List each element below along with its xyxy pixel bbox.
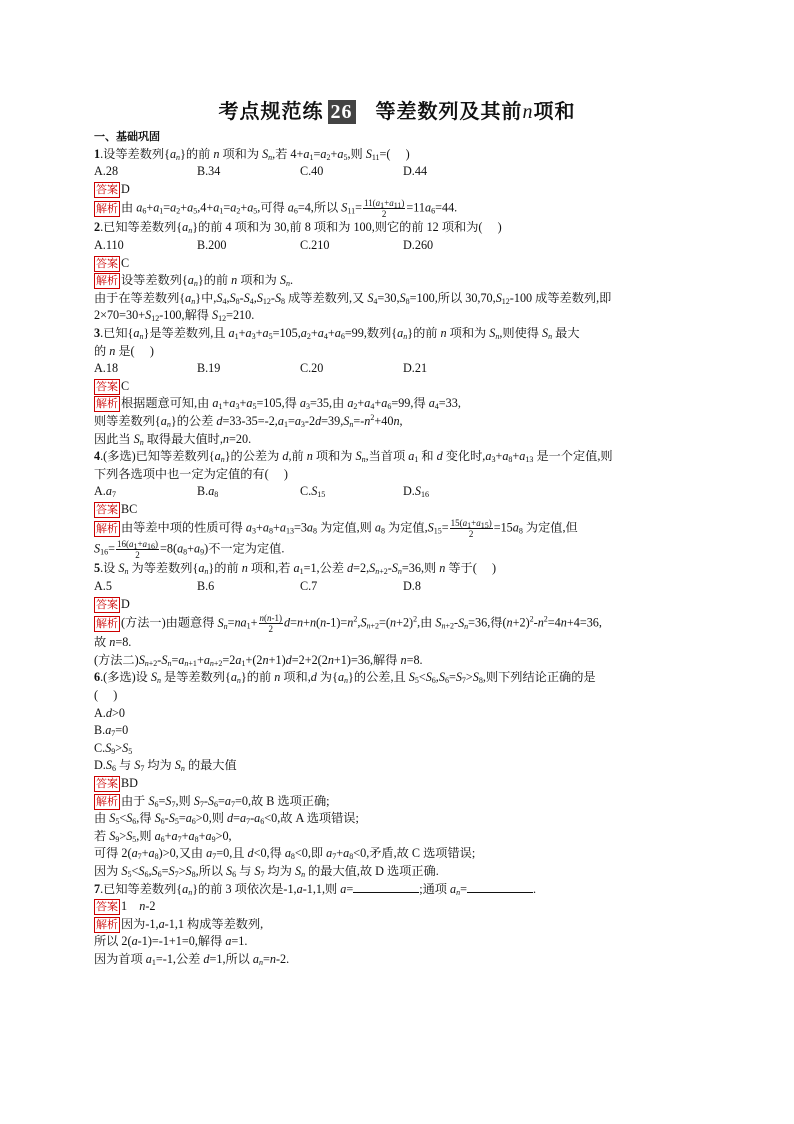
option: D.21 <box>403 361 428 376</box>
title-left: 考点规范练 <box>218 99 324 123</box>
option: B.200 <box>197 237 227 252</box>
analysis-6-line: 若 $S_9>S_5$,则 $a_6+a_7+a_8+a_9>0$, <box>94 828 232 844</box>
question-number: 4 <box>94 449 101 464</box>
answer-value: C <box>121 255 130 270</box>
option: $D.S_6$ 与 $S_7$ 均为 $S_n$ 的最大值 <box>94 758 237 774</box>
question-number: 3 <box>94 325 101 340</box>
answer-5 <box>94 596 714 614</box>
question-5-options <box>94 578 714 596</box>
analysis-6-line: 由 $S_5<S_6$,得 $S_6-S_5=a_6>0$,则 $d=a_7-a_6<0$,故 A 选项错误; <box>94 811 359 827</box>
answer-1 <box>94 181 714 199</box>
analysis-3: 解析 根据题意可知,由 $a_1+a_3+a_5=105$,得 $a_3=35$,由 $a_2+a_4+a_6=99$,得 $a_4=33$, <box>96 396 461 412</box>
option: C.7 <box>300 579 318 594</box>
section-heading: 一、基础巩固 <box>94 130 160 143</box>
option: B.6 <box>197 579 215 594</box>
analysis-tag: 解析 <box>96 274 118 288</box>
analysis-6-line: 可得 $2(a_7+a_8)>0$,又由 $a_7=0$,且 d<0,得 $a_8<0$,即 $a_7+a_8<0$,矛盾,故 C 选项错误; <box>94 846 476 862</box>
analysis-6: 解析 由于 $S_6=S_7$,则 $S_7-S_6=a_7=0$,故 B 选项正确; <box>96 793 330 809</box>
analysis-5-line: (方法二)$S_{n+2}-S_n=a_{n+1}+a_{n+2}=2a_1+(2n+1)d=2+2(2n+1)=36$,解得 n=8. <box>94 652 423 668</box>
fill-blank <box>467 892 533 893</box>
answer-2 <box>94 255 714 273</box>
analysis-3-line: 则等差数列$\{a_n\}$的公差 $d=33-35=-2,a_1=a_3-2d=39,S_n=-n^2+40n$, <box>94 412 403 429</box>
analysis-tag: 解析 <box>96 201 118 215</box>
title-gap <box>360 99 376 123</box>
question-number: 2 <box>94 220 101 235</box>
question-6-line: ( ) <box>94 688 118 703</box>
question-4: 4.(多选)已知等差数列$\{a_n\}$的公差为 d,前 n 项和为 $S_n$,当首项 $a_1$ 和 d 变化时$,a_3+a_8+a_{13}$ 是一个定值,则 <box>94 449 613 465</box>
answer-value: D <box>121 596 130 611</box>
question-number: 1 <box>94 146 101 161</box>
question-5: 5.设 $S_n$ 为等差数列$\{a_n\}$的前 n 项和,若 $a_1=1$,公差 $d=2,S_{n+2}-S_n=36$,则 n 等于( ) <box>94 561 497 577</box>
question-number: 7 <box>94 881 101 896</box>
analysis-3-line: 因此当 $S_n$ 取得最大值时,n=20. <box>94 431 252 447</box>
analysis-5: 解析 (方法一)由题意得 $S_n=na_1+$ $\frac{n(n-1)}{2}$ $d=n+n(n-1)=n^2,S_{n+2}=(n+2)^2$,由 $S_{n+2}-S_n=36$,得$(n+2)^2-n^2=4n+4=36$, <box>96 613 602 635</box>
analysis-4-line: $S_{16}=$ $\frac{16(a_1+a_{16})}{2}$ $=8(a_8+a_9)$不一定为定值. <box>94 539 285 561</box>
answer-tag: 答案 <box>96 777 118 790</box>
question-number: 5 <box>94 561 101 576</box>
option: A.5 <box>94 579 112 594</box>
analysis-tag: 解析 <box>96 917 118 931</box>
analysis-2: 解析 设等差数列$\{a_n\}$的前 n 项和为 $S_n$. <box>96 273 294 289</box>
answer-tag: 答案 <box>96 900 118 914</box>
answer-tag: 答案 <box>96 379 118 393</box>
analysis-tag: 解析 <box>96 616 118 630</box>
question-7: 7.已知等差数列$\{a_n\}$的前 3 项依次是-1,a-1,1,则 a= ;通项 $a_n=$ . <box>94 881 537 897</box>
option: A.28 <box>94 164 119 179</box>
analysis-7-line: 所以 2(a-1)=-1+1=0,解得 a=1. <box>94 934 248 949</box>
analysis-tag: 解析 <box>96 397 118 411</box>
title-n: n <box>522 101 534 123</box>
analysis-6-line: 因为 $S_5<S_6,S_6=S_7>S_8$,所以 $S_6$ 与 $S_7$ 均为 $S_n$ 的最大值,故 D 选项正确. <box>94 863 439 879</box>
answer-tag: 答案 <box>96 256 118 270</box>
option: $C.S_{15}$ <box>300 484 326 500</box>
answer-value: D <box>121 181 130 196</box>
option: A.18 <box>94 361 119 376</box>
answer-value: 1 n-2 <box>121 899 156 914</box>
question-2: 2.已知等差数列$\{a_n\}$的前 4 项和为 30,前 8 项和为 100,则它的前 12 项和为( ) <box>94 220 502 236</box>
question-4-line: 下列各选项中也一定为定值的有( ) <box>94 466 288 481</box>
option: $D.S_{16}$ <box>403 484 429 500</box>
answer-4 <box>94 501 714 519</box>
analysis-7-line: 因为首项 $a_1=-1$,公差 d=1,所以 $a_n=n-2$. <box>94 951 290 967</box>
title-right: 等差数列及其前 <box>375 99 523 123</box>
answer-3 <box>94 378 714 396</box>
title-number-box: 26 <box>328 100 356 124</box>
question-3-line: 的 n 是( ) <box>94 343 154 358</box>
option: D.260 <box>403 237 434 252</box>
fill-blank <box>353 892 419 893</box>
option: C.40 <box>300 164 324 179</box>
worksheet-content <box>94 128 714 969</box>
option: B.34 <box>197 164 221 179</box>
analysis-tag: 解析 <box>96 521 118 535</box>
analysis-7: 解析 因为-1,a-1,1 构成等差数列, <box>96 916 264 931</box>
question-4-options <box>94 483 714 501</box>
analysis-5-line: 故 n=8. <box>94 635 132 650</box>
analysis-2-line: $2\times 70=30+S_{12}-100$,解得 $S_{12}=210$. <box>94 308 255 324</box>
option: D.44 <box>403 164 428 179</box>
option: $B.a_8$ <box>197 484 219 500</box>
question-1-options <box>94 163 714 181</box>
analysis-1: 解析 由 $a_6+a_1=a_2+a_5,4+a_1=a_2+a_5$,可得 $a_6=4$,所以 $S_{11}=$ $\frac{11(a_1+a_{11})}{2}$ $=11a_6=44$. <box>96 198 458 220</box>
answer-tag: 答案 <box>96 182 118 196</box>
analysis-4: 解析 由等差中项的性质可得 $a_3+a_8+a_{13}=3a_8$ 为定值,则 $a_8$ 为定值$,S_{15}=$ $\frac{15(a_1+a_{15})}{2}$ $=15a_8$ 为定值,但 <box>96 518 578 540</box>
option: $C.S_9>S_5$ <box>94 740 133 756</box>
analysis-tag: 解析 <box>96 794 118 808</box>
question-number: 6 <box>94 670 101 685</box>
option: $B.a_7=0$ <box>94 723 129 739</box>
option: C.210 <box>300 237 330 252</box>
title-end: 项和 <box>533 99 576 123</box>
answer-tag: 答案 <box>96 597 118 611</box>
option: A.110 <box>94 237 124 252</box>
question-3: 3.已知$\{a_n\}$是等差数列,且 $a_1+a_3+a_5=105,a_2+a_4+a_6=99$,数列$\{a_n\}$的前 n 项和为 $S_n$,则使得 $S_n$ 最大 <box>94 325 580 341</box>
answer-value: C <box>121 378 130 393</box>
answer-value: BC <box>121 501 138 516</box>
answer-tag: 答案 <box>96 502 118 516</box>
answer-value: BD <box>121 776 138 790</box>
question-6: 6.(多选)设 $S_n$ 是等差数列$\{a_n\}$的前 n 项和,d 为$\{a_n\}$的公差,且 $S_5<S_6,S_6=S_7>S_8$,则下列结论正确的是 <box>94 670 596 686</box>
analysis-2-line: 由于在等差数列$\{a_n\}$中$,S_4,S_8-S_4,S_{12}-S_8$ 成等差数列,又 $S_4=30,S_8=100$,所以 $30,70,S_{12}-100$ 成等差数列,即 <box>94 290 612 306</box>
answer-7 <box>94 898 714 916</box>
option: D.8 <box>403 579 421 594</box>
answer-6 <box>94 775 714 793</box>
question-1: 1.设等差数列$\{a_n\}$的前 n 项和为 $S_n$,若 $4+a_1=a_2+a_5$,则 $S_{11}=$( ) <box>94 146 410 162</box>
option: C.20 <box>300 361 324 376</box>
question-2-options <box>94 237 714 255</box>
question-3-options <box>94 360 714 378</box>
option: A.d>0 <box>94 705 125 720</box>
option: $A.a_7$ <box>94 484 116 500</box>
page-title <box>0 97 794 126</box>
option: B.19 <box>197 361 221 376</box>
